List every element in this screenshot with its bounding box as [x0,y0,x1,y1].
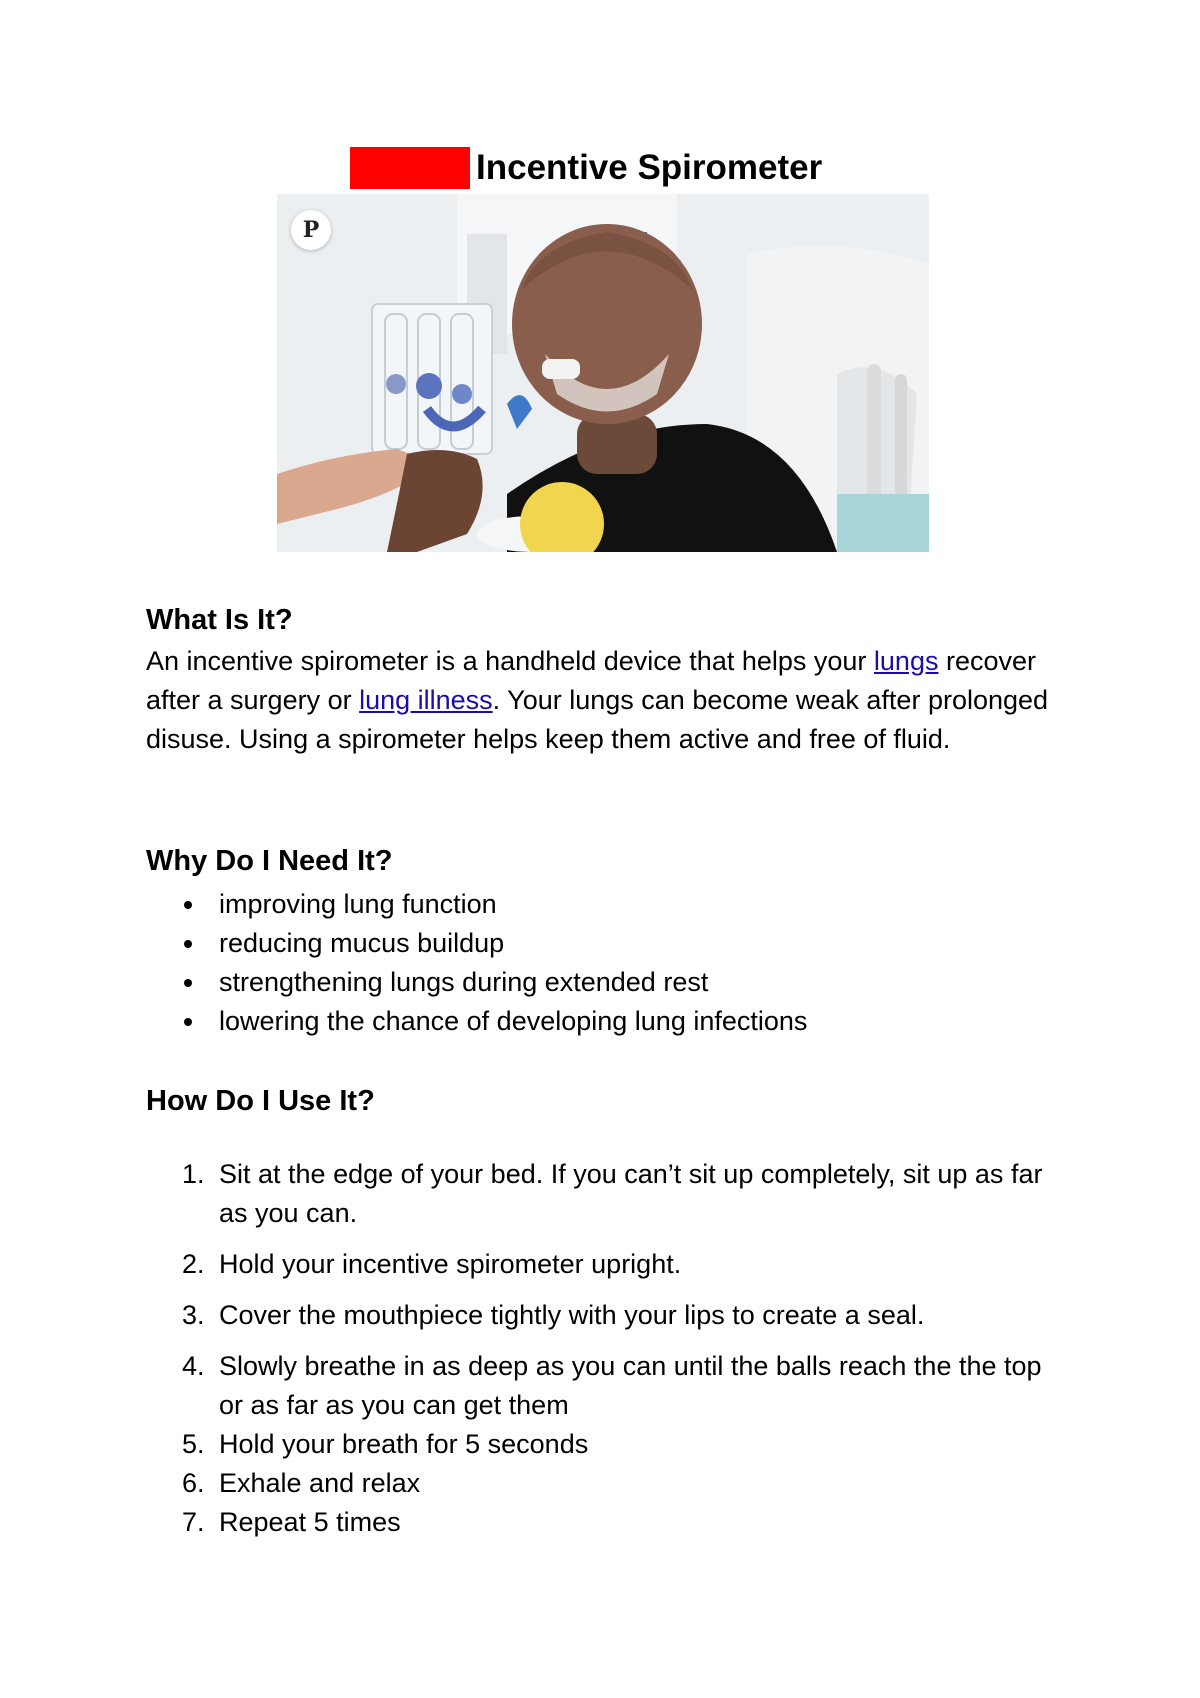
why-list [146,885,1066,1041]
step-text: Cover the mouthpiece tightly with your lips to create a seal. [219,1300,925,1330]
list-item [146,963,1066,1002]
step-item [146,1503,1066,1542]
step-number: 1. [182,1159,205,1189]
list-item-text: strengthening lungs during extended rest [219,967,709,997]
photo-illustration [277,194,929,552]
step-text: Slowly breathe in as deep as you can until the balls reach the the top or as far as you can get them [219,1351,1042,1420]
step-item [146,1245,1066,1284]
what-text-2: recover after a surgery or [146,646,1037,715]
lung-illness-link[interactable]: lung illness [359,685,493,715]
step-item [146,1347,1066,1425]
what-heading: What Is It? [146,604,293,636]
step-item [146,1425,1066,1464]
list-item [146,1002,1066,1041]
step-number: 2. [182,1249,205,1279]
redaction-block [350,147,470,189]
title-row [0,143,1200,193]
spirometer-photo [277,194,929,552]
page-title: Incentive Spirometer [476,148,823,187]
lungs-link[interactable]: lungs [873,646,939,676]
step-number: 7. [182,1507,205,1537]
bullet-icon [184,1018,192,1026]
step-number: 5. [182,1429,205,1459]
bullet-icon [184,901,192,909]
step-number: 6. [182,1468,205,1498]
what-text-3: . Your lungs can become weak after prolonged disuse. Using a spirometer helps keep them active and free of fluid. [146,685,1049,754]
step-text: Hold your incentive spirometer upright. [219,1249,682,1279]
step-text: Hold your breath for 5 seconds [219,1429,589,1459]
step-text: Sit at the edge of your bed. If you can’t sit up completely, sit up as far as you can. [219,1159,1043,1228]
how-heading: How Do I Use It? [146,1085,375,1117]
bullet-icon [184,940,192,948]
step-item [146,1296,1066,1335]
what-paragraph [146,642,1066,759]
step-number: 4. [182,1351,205,1381]
step-item [146,1464,1066,1503]
bullet-icon [184,979,192,987]
step-item [146,1155,1066,1233]
list-item-text: reducing mucus buildup [219,928,505,958]
what-text-1: An incentive spirometer is a handheld device that helps your [146,646,874,676]
list-item-text: lowering the chance of developing lung infections [219,1006,808,1036]
step-text: Exhale and relax [219,1468,421,1498]
list-item [146,885,1066,924]
step-text: Repeat 5 times [219,1507,401,1537]
list-item-text: improving lung function [219,889,497,919]
step-number: 3. [182,1300,205,1330]
why-heading: Why Do I Need It? [146,845,393,877]
pinterest-icon[interactable]: P [291,210,331,250]
list-item [146,924,1066,963]
how-steps [146,1155,1066,1542]
